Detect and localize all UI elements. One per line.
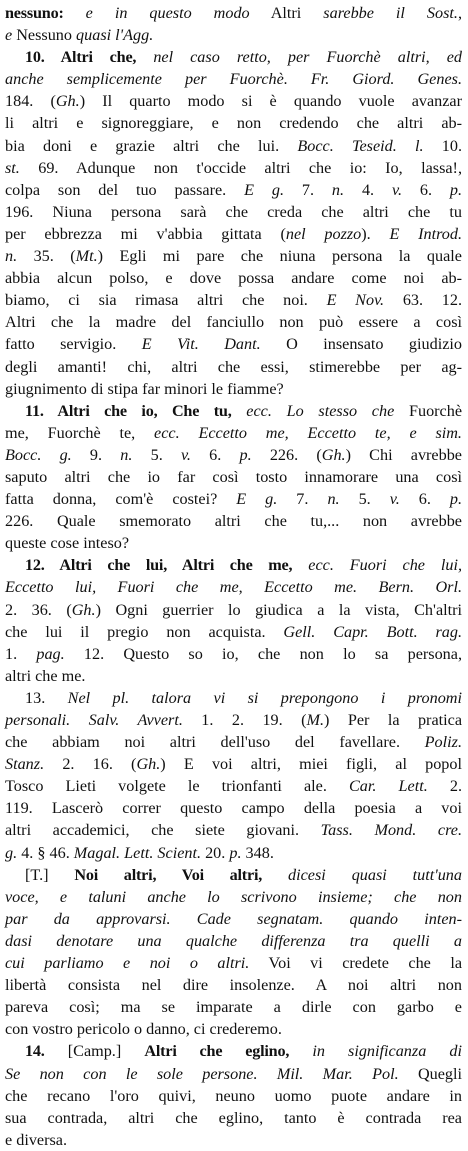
text-line: giugnimento di stipa far minori le fiamme? [5, 379, 284, 398]
text-line: che lui il pregio non acquista. Gell. Capr. Bott. rag. [5, 622, 463, 641]
entry-10-heading: 10. Altri che, nel caso retto, per Fuorchè altri, ed [25, 48, 462, 67]
text-line: cui parliamo e noi o altri. Voi vi credete che la [5, 954, 463, 973]
text-line: Eccetto lui, Fuori che me, Eccetto me. Bern. Orl. [5, 578, 462, 597]
text-line: saputo altri che io far così tosto innamorare una così [5, 467, 462, 486]
text-line: anche semplicemente per Fuorchè. Fr. Giord. Genes. [5, 70, 462, 89]
text-line: 196. Niuna persona sarà che creda che altri che tu [5, 202, 462, 221]
text-line: che abbiam noi altri dell'uso del favellare. Poliz. [5, 733, 462, 752]
entry-13-heading: 13. Nel pl. talora vi si prepongono i pronomi [25, 688, 462, 707]
text-line: 1. pag. 12. Questo so io, che non lo sa persona, [5, 644, 462, 663]
text-line: altri accademici, che siete giovani. Tass. Mond. cre. [5, 821, 462, 840]
text-line: Altri che la madre del fanciullo non può essere a così [5, 313, 462, 332]
text-line: st. 69. Adunque non t'occide altri che io: Io, lassa!, [5, 158, 462, 177]
text-line: personali. Salv. Avvert. 1. 2. 19. (M.) Per la pratica [5, 711, 463, 729]
text-line: Tosco Lieti volgete le trionfanti ale. Car. Lett. 2. [5, 777, 462, 796]
text-line: Se non con le sole persone. Mil. Mar. Pol. Quegli [5, 1064, 463, 1083]
text-line: Bocc. g. 9. n. 5. v. 6. p. 226. (Gh.) Chi avrebbe [5, 445, 462, 464]
text-line: 2. 36. (Gh.) Ogni guerrier lo giudica a la vista, Ch'altri [5, 600, 463, 619]
text-line: biamo, ci sia rimasa altri che noi. E Nov. 63. 12. [5, 291, 463, 310]
text-line: n. 35. (Mt.) Egli mi pare che niuna persona la quale [5, 247, 462, 266]
text-line: libertà consista nel dire insolenze. A noi altri non [5, 976, 462, 995]
text-line: dasi denotare una qualche differenza tra quelli a [5, 931, 462, 950]
entry-14-heading: 14. [Camp.] Altri che eglino, in significanza di [25, 1042, 462, 1061]
text-line: e Nessuno quasi l'Agg. [5, 26, 154, 45]
text-line: fatta donna, com'è costei? E g. 7. n. 5. v. 6. p. [5, 490, 463, 509]
text-line: altri che me. [5, 666, 86, 685]
text-line: par da approvarsi. Cade segnatam. quando inten- [5, 909, 462, 928]
text-line: li altri e signoreggiare, e non credendo che altri ab- [5, 114, 462, 133]
text-line: abbia alcun polso, e dove possa andare come noi ab- [5, 269, 462, 288]
text-line: colpa son del tuo passare. E g. 7. n. 4. v. 6. p. [5, 180, 463, 199]
text-line: 226. Quale smemorato altri che tu,... non avrebbe [5, 512, 462, 531]
entry-12-heading: 12. Altri che lui, Altri che me, ecc. Fuori che lui, [25, 556, 463, 575]
text-line: Stanz. 2. 16. (Gh.) E voi altri, miei figli, al popol [5, 755, 462, 774]
text-line: e diversa. [5, 1130, 68, 1149]
entry-13-subheading: [T.] Noi altri, Voi altri, dicesi quasi tutt'una [25, 865, 462, 884]
text-line: nessuno: e in questo modo Altri sarebbe il Sost., [5, 4, 462, 22]
text-line: sua contrada, altri che eglino, tanto è contrada rea [5, 1108, 462, 1127]
text-line: g. 4. § 46. Magal. Lett. Scient. 20. p. 348. [5, 843, 274, 862]
text-line: 184. (Gh.) Il quarto modo si è quando vuole avanzar [5, 92, 463, 111]
text-line: fatto servigio. E Vit. Dant. O insensato giudizio [5, 335, 462, 354]
text-line: 119. Lascerò correr questo campo della poesia a voi [5, 799, 462, 818]
entry-11-heading: 11. Altri che io, Che tu, ecc. Lo stesso che Fuorchè [25, 401, 463, 420]
text-line: bia doni e grazie altri che lui. Bocc. Teseid. l. 10. [5, 136, 463, 155]
text-line: con vostro pericolo o danno, ci crederemo. [5, 1020, 282, 1039]
text-line: queste cose inteso? [5, 534, 130, 553]
text-line: che recano l'oro quivi, neuno uomo puote andare in [5, 1086, 462, 1105]
text-line: voce, e taluni anche lo scrivono insieme; che non [5, 887, 462, 906]
text-line: degli amanti! chi, altri che essi, stimerebbe per ag- [5, 357, 462, 376]
text-line: me, Fuorchè te, ecc. Eccetto me, Eccetto te, e sim. [5, 423, 462, 442]
text-line: pareva così; ma se imparate a dirle con garbo e [5, 998, 462, 1017]
text-line: per ebbrezza mi v'abbia gittata (nel pozzo). E Introd. [5, 224, 463, 243]
